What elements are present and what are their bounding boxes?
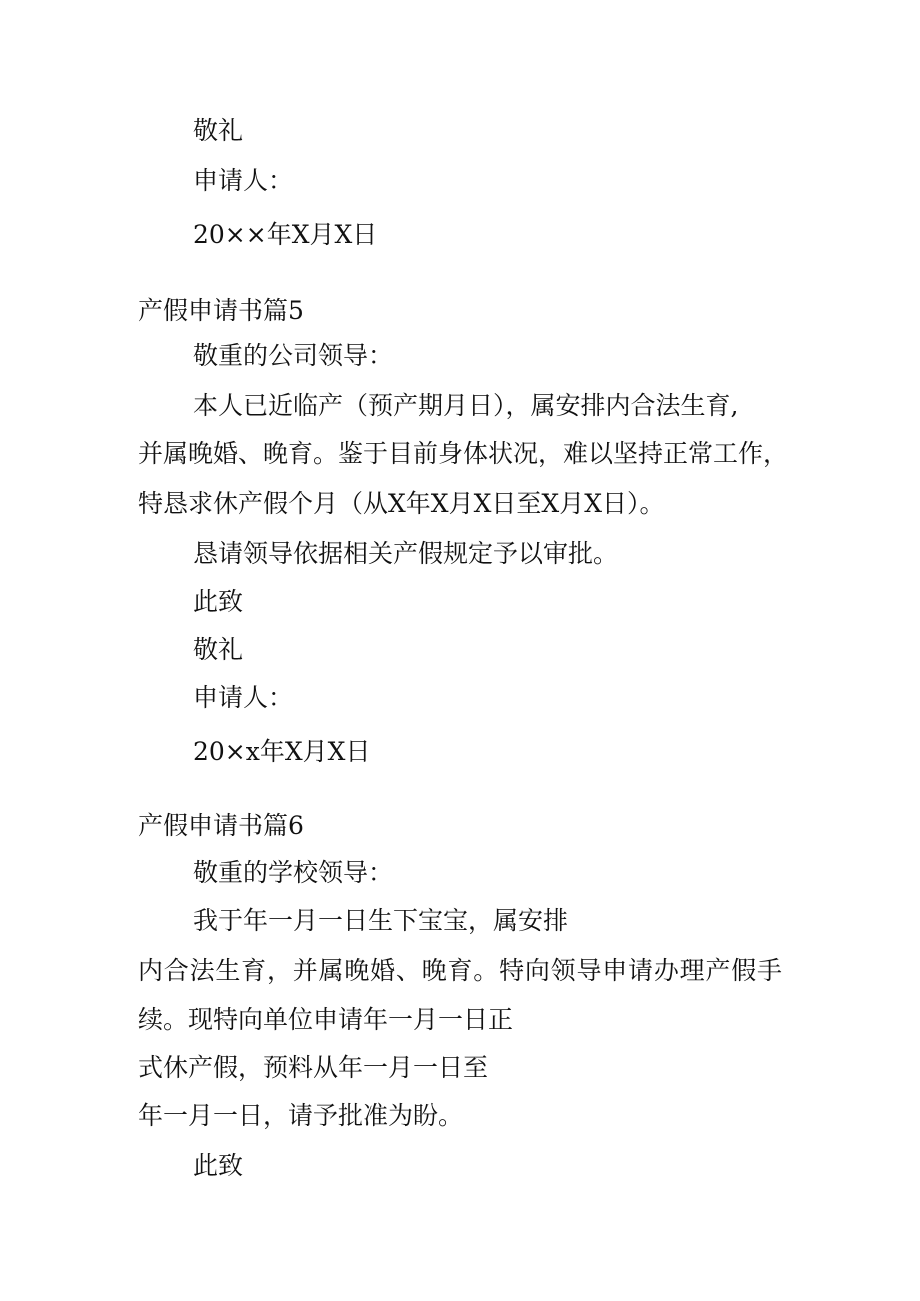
date-5: 20×x年X月X日 bbox=[193, 737, 371, 766]
date-line: 20××年X月X日 bbox=[193, 220, 378, 249]
salutation-6: 敬重的学校领导： bbox=[193, 858, 394, 887]
body-line-5-1: 本人已近临产（预产期月日），属安排内合法生育, bbox=[193, 391, 739, 420]
salutation-5: 敬重的公司领导： bbox=[193, 341, 394, 370]
greeting-5: 此致 bbox=[193, 587, 244, 616]
body-line-5-2: 并属晚婚、晚育。鉴于目前身体状况，难以坚持正常工作， bbox=[138, 439, 789, 468]
body-line-6-3: 续。现特向单位申请年一月一日正 bbox=[138, 1005, 514, 1034]
body-line-5-3: 特恳求休产假个月（从X年X月X日至X月X日）。 bbox=[138, 489, 665, 518]
closing-respect: 敬礼 bbox=[193, 116, 244, 145]
body-line-6-5: 年一月一日，请予批准为盼。 bbox=[138, 1101, 464, 1130]
applicant-5: 申请人： bbox=[193, 683, 294, 712]
closing-5: 敬礼 bbox=[193, 635, 244, 664]
greeting-6: 此致 bbox=[193, 1151, 244, 1180]
body-line-6-4: 式休产假，预料从年一月一日至 bbox=[138, 1053, 489, 1082]
body-line-6-2: 内合法生育，并属晚婚、晚育。特向领导申请办理产假手 bbox=[138, 956, 782, 985]
applicant-label: 申请人： bbox=[193, 166, 294, 195]
section-heading-6: 产假申请书篇6 bbox=[138, 811, 304, 840]
body-line-6-1: 我于年一月一日生下宝宝，属安排 bbox=[193, 906, 569, 935]
section-heading-5: 产假申请书篇5 bbox=[138, 296, 304, 325]
request-line-5: 恳请领导依据相关产假规定予以审批。 bbox=[193, 539, 619, 568]
